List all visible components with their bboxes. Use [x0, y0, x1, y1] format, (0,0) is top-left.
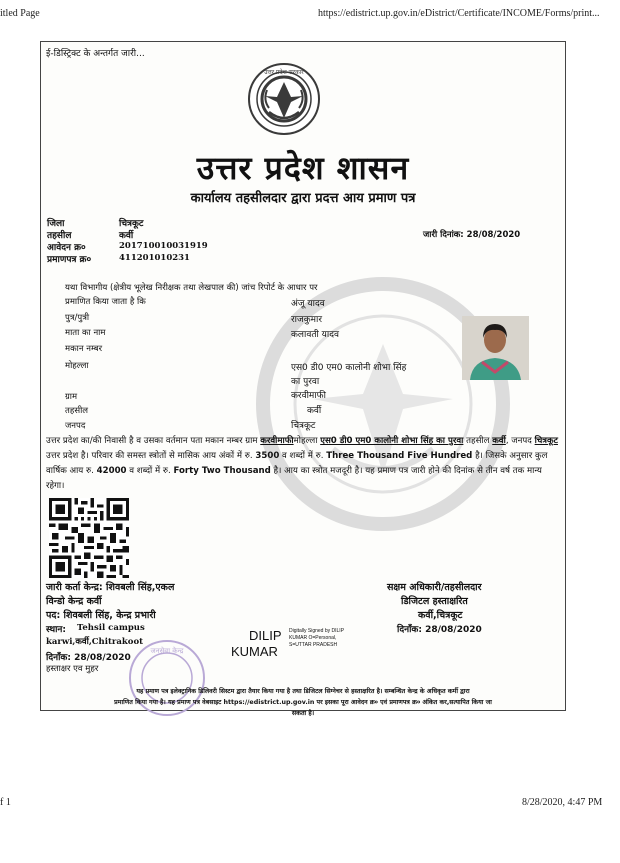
para-text-2: मोहल्ला	[293, 436, 318, 446]
certificate-sheet	[40, 41, 566, 717]
certificate-subtitle: कार्यालय तहसीलदार द्वारा प्रदत्त आय प्रमाण पत्र	[190, 191, 416, 206]
stamp-text: जनसेवा केन्द्र	[150, 647, 184, 655]
para-monthly-income: 3500	[255, 451, 280, 461]
field-label-district: जनपद	[65, 421, 86, 431]
digital-sign-name-1: DILIP	[249, 628, 282, 643]
center-stamp	[127, 638, 207, 718]
para-monthly-words: Three Thousand Five Hundred	[326, 451, 473, 461]
place-value: Tehsil campus	[77, 623, 145, 633]
authority-title: सक्षम अधिकारी/तहसीलदार	[387, 582, 482, 593]
para-text-9: है। आय का स्त्रोत मजदूरी है। यह प्रमाण पत्र जारी होने की दिनांक से तीन वर्ष तक मान्य रहेगा।	[46, 466, 542, 491]
para-text-4: , जनपद	[505, 436, 532, 446]
field-label-house: मकान नम्बर	[65, 344, 103, 354]
meta-value-certificate-no: 411201010231	[119, 253, 190, 263]
field-value-parent: राजकुमार	[291, 315, 322, 325]
footer-line-1: यह प्रमाण पत्र इलेक्ट्रानिक डिलिवरी सिस्टम द्वारा तैयार किया गया है तथा डिजिटल सिग्नेचर से हस्ताक्षरित है। सम्बन्धित केन्द्र के अधिकृत कर्मी द्वारा	[136, 688, 470, 695]
field-label-tehsil: तहसील	[65, 406, 89, 416]
field-value-mother: कलावती यादव	[291, 330, 340, 340]
para-annual-income: 42000	[96, 466, 127, 476]
issuing-post: पद: शिवबली सिंह, केन्द्र प्रभारी	[46, 610, 156, 621]
page-url: https://edistrict.up.gov.in/eDistrict/Certificate/INCOME/Forms/print...	[318, 8, 600, 19]
qr-code	[49, 498, 129, 578]
para-text-7: है। जिसके अनुसार कुल वार्षिक आय रु.	[46, 451, 548, 476]
meta-value-district: चित्रकूट	[119, 219, 144, 229]
footer-line-2: प्रमाणित किया गया है। यह प्रमाण पत्र वेबसाइट https://edistrict.up.gov.in पर इसका पूरा आवेदन क्र० एवं प्रमाणपत्र क्र० अंकित कर,सत्यापित किया जा	[114, 699, 492, 706]
field-value-mohalla: एस0 डी0 एम0 कालोनी शोभा सिंह	[291, 363, 407, 373]
digital-sign-note-1: Digitally Signed by DILIP	[289, 628, 345, 634]
govt-title: उत्तर प्रदेश शासन	[196, 149, 410, 187]
page-title: itled Page	[0, 8, 40, 19]
field-value-mohalla-cont: का पुरवा	[291, 377, 320, 387]
para-text-8: व शब्दों में रु.	[129, 466, 171, 476]
para-tehsil: कर्वी	[492, 436, 506, 446]
intro-text: यथा विभागीय (क्षेत्रीय भूलेख निरीक्षक तथा लेखपाल की) जांच रिपोर्ट के आधार पर	[65, 283, 318, 293]
field-value-district: चित्रकूट	[291, 421, 316, 431]
issue-date: जारी दिनांक: 28/08/2020	[423, 230, 521, 240]
income-paragraph	[46, 434, 558, 494]
field-label-mother: माता का नाम	[65, 328, 106, 338]
digital-sign-note-3: S=UTTAR PRADESH	[289, 642, 338, 648]
field-label-village: ग्राम	[65, 392, 78, 402]
field-label-mohalla: मोहल्ला	[65, 361, 89, 371]
field-value-tehsil: कर्वी	[307, 406, 322, 416]
field-label-certified: प्रमाणित किया जाता है कि	[65, 297, 146, 307]
para-text-1: उत्तर प्रदेश का/की निवासी है व उसका वर्तमान पता मकान नम्बर ग्राम	[46, 436, 258, 446]
footer-line-3: सकता है।	[291, 710, 315, 717]
place-value-2: karwi,कर्वी,Chitrakoot	[46, 637, 144, 647]
left-sign-date: दिनाँक: 28/08/2020	[46, 653, 131, 663]
meta-label-tehsil: तहसील	[47, 231, 72, 241]
field-value-name: अंजू यादव	[291, 299, 325, 309]
meta-value-application: 201710010031919	[119, 241, 208, 251]
para-text-3: तहसील	[466, 436, 490, 446]
applicant-photo	[462, 316, 529, 380]
authority-place: कर्वी,चित्रकूट	[418, 610, 463, 621]
para-text-6: व शब्दों में रु.	[282, 451, 324, 461]
field-value-village: करवीमाफी	[291, 391, 326, 401]
sign-and-seal: हस्ताक्षर एव मुहर	[46, 664, 99, 674]
right-sign-date: दिनाँक: 28/08/2020	[397, 625, 482, 635]
para-annual-words: Forty Two Thousand	[173, 466, 271, 476]
para-text-5: उत्तर प्रदेश है। परिवार की समस्त स्त्रोतों से मासिक आय अंकों में रु.	[46, 451, 253, 461]
digital-sign-note-2: KUMAR O=Personal,	[289, 635, 337, 641]
para-mohalla: एस0 डी0 एम0 कालोनी शोभा सिंह का पुरवा	[320, 436, 464, 446]
meta-label-application: आवेदन क्र०	[47, 243, 86, 253]
meta-label-certificate-no: प्रमाणपत्र क्र०	[47, 255, 92, 265]
digitally-signed: डिजिटल हस्ताक्षरित	[401, 596, 468, 607]
meta-label-district: जिला	[47, 219, 65, 229]
up-emblem-icon	[247, 62, 321, 136]
print-datetime: 8/28/2020, 4:47 PM	[522, 797, 603, 808]
page-number: f 1	[0, 797, 11, 808]
para-district: चित्रकूट	[534, 436, 558, 446]
issuing-center: जारी कर्ता केन्द्र: शिवबली सिंह,एकल	[46, 582, 175, 593]
issuing-center-2: विन्डो केन्द्र कर्वी	[46, 596, 102, 607]
emblem-text: उत्तर प्रदेश सरकार	[264, 69, 304, 76]
para-village: करवीमाफी	[260, 436, 294, 446]
meta-value-tehsil: कर्वी	[119, 231, 134, 241]
digital-sign-name-2: KUMAR	[231, 644, 278, 659]
issued-under-text: ई-डिस्ट्रिक्ट के अन्तर्गत जारी...	[46, 49, 145, 59]
place-label: स्थान:	[46, 625, 66, 635]
field-label-parent: पुत्र/पुत्री	[65, 313, 90, 323]
